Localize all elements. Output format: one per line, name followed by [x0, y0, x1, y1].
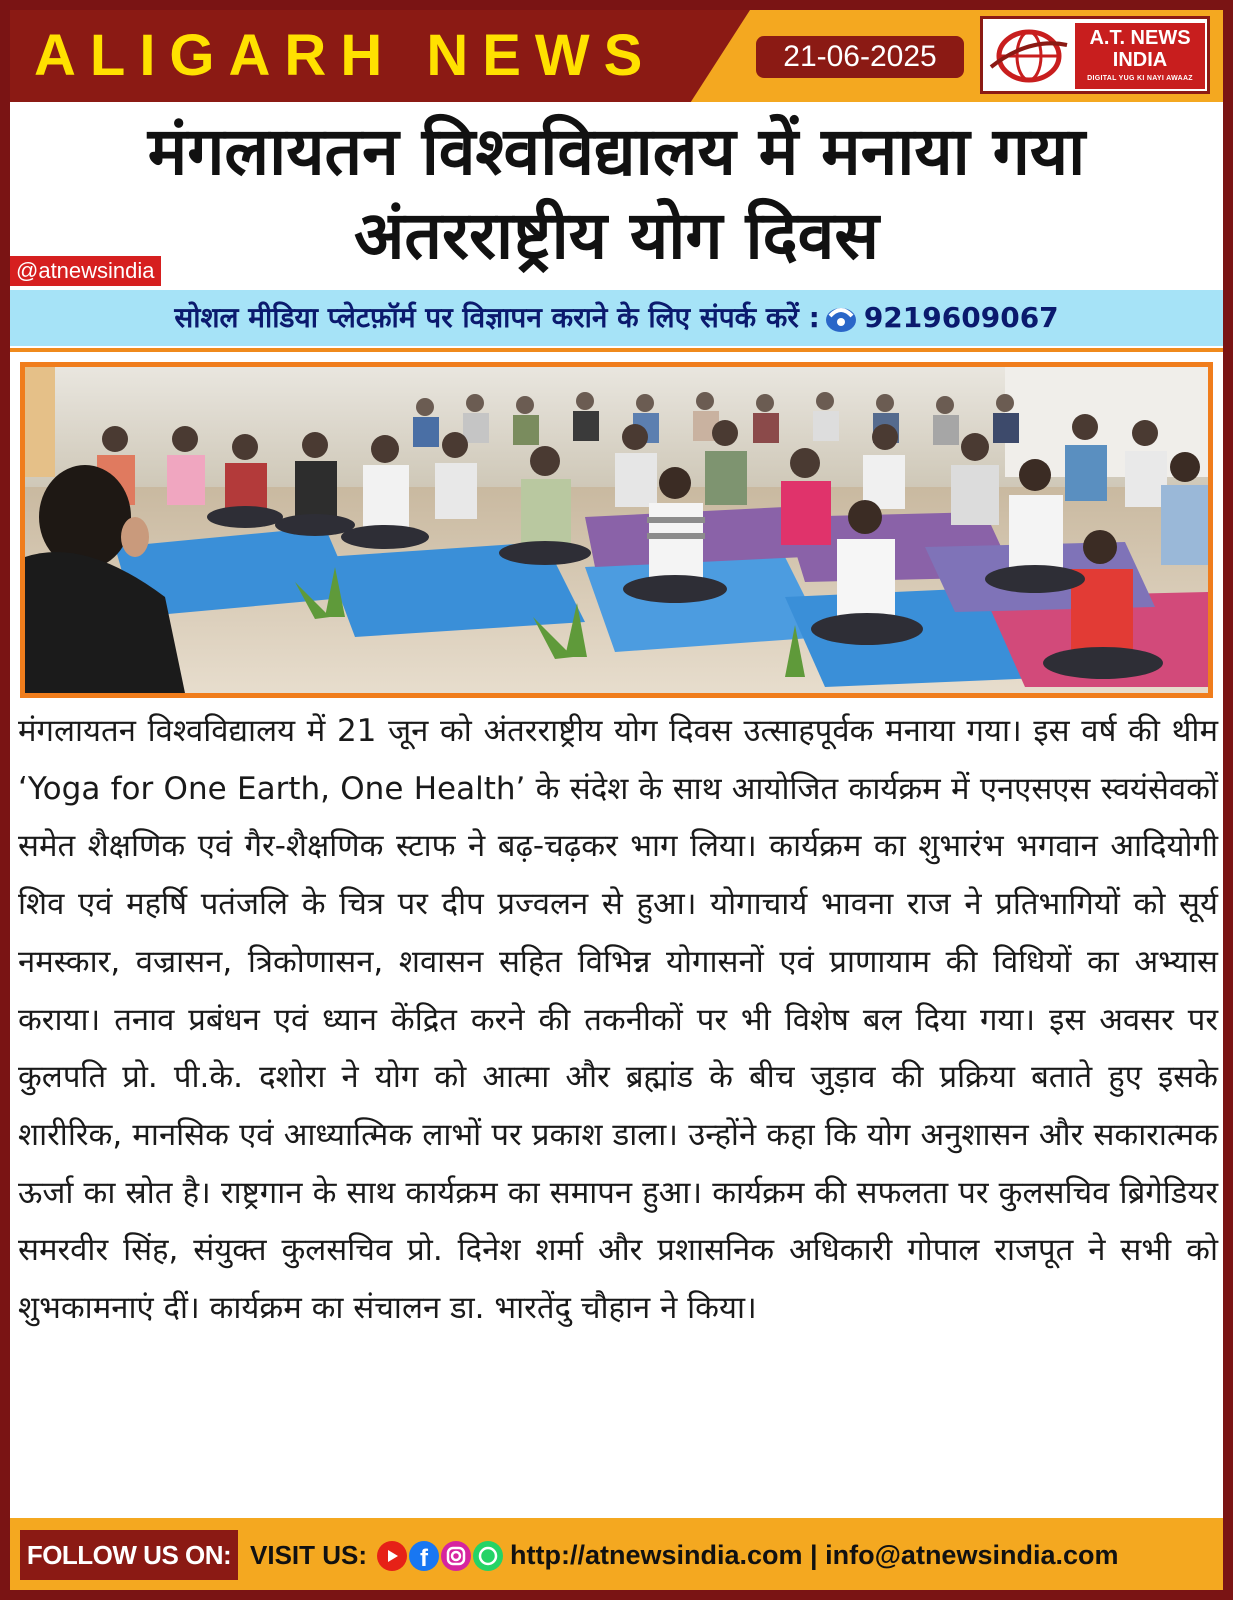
ad-phone-number[interactable]: 9219609067: [863, 301, 1059, 334]
website-link[interactable]: http://atnewsindia.com: [510, 1540, 803, 1570]
headline-line-2: अंतरराष्ट्रीय योग दिवस: [354, 197, 879, 274]
headline: [10, 110, 1223, 290]
visit-us-label: VISIT US:: [250, 1540, 368, 1570]
whatsapp-icon[interactable]: [473, 1541, 503, 1571]
telephone-icon: [824, 304, 858, 334]
article-body: मंगलायतन विश्वविद्यालय में 21 जून को अंतरराष्ट्रीय योग दिवस उत्साहपूर्वक मनाया गया। इस वर्ष की थीम ‘Yoga for One Earth, One Health’ के संदेश के साथ आयोजित कार्यक्रम में एनएसएस स्वयंसेवकों समेत शैक्षणिक एवं गैर-शैक्षणिक स्टाफ ने बढ़-चढ़कर भाग लिया। कार्यक्रम का शुभारंभ भगवान आदियोगी शिव एवं महर्षि पतंजलि के चित्र पर दीप प्रज्वलन से हुआ। योगाचार्य भावना राज ने प्रतिभागियों को सूर्य नमस्कार, वज्रासन, त्रिकोणासन, शवासन सहित विभिन्न योगासनों एवं प्राणायाम की विधियों का अभ्यास कराया। तनाव प्रबंधन एवं ध्यान केंद्रित करने की तकनीकों पर भी विशेष बल दिया गया। इस अवसर पर कुलपति प्रो. पी.के. दशोरा ने योग को आत्मा और ब्रह्मांड के बीच जुड़ाव की प्रक्रिया बताते हुए इसके शारीरिक, मानसिक एवं आध्यात्मिक लाभों पर प्रकाश डाला। उन्होंने कहा कि योग अनुशासन और सकारात्मक ऊर्जा का स्रोत है। राष्ट्रगान के साथ कार्यक्रम का समापन हुआ। कार्यक्रम की सफलता पर कुलसचिव ब्रिगेडियर समरवीर सिंह, संयुक्त कुलसचिव प्रो. दिनेश शर्मा और प्रशासनिक अधिकारी गोपाल राजपूत ने सभी को शुभकामनाएं दीं। कार्यक्रम का संचालन डा. भारतेंदु चौहान ने किया।: [18, 713, 1218, 1327]
ad-text: सोशल मीडिया प्लेटफ़ॉर्म पर विज्ञापन कराने के लिए संपर्क करें :: [174, 301, 820, 334]
globe-icon: [989, 27, 1069, 85]
logo-line-2: INDIA: [1112, 49, 1168, 71]
follow-us-label: FOLLOW US ON:: [20, 1530, 238, 1580]
youtube-icon[interactable]: [377, 1541, 407, 1571]
at-news-india-logo[interactable]: [980, 16, 1210, 94]
svg-text:f: f: [420, 1545, 428, 1572]
date-badge: 21-06-2025: [756, 36, 964, 78]
page-content: [10, 10, 1223, 1590]
logo-wordmark: [1075, 23, 1205, 89]
divider: [10, 348, 1223, 352]
headline-line-1: मंगलायतन विश्वविद्यालय में मनाया गया: [147, 113, 1086, 190]
yoga-session-photo: [20, 362, 1213, 698]
advertisement-contact-bar: [10, 290, 1223, 346]
logo-tagline: DIGITAL YUG KI NAYI AWAAZ: [1087, 75, 1193, 82]
social-handle-badge: @atnewsindia: [10, 256, 161, 286]
footer-links: [510, 1530, 1119, 1580]
email-link[interactable]: info@atnewsindia.com: [825, 1540, 1119, 1570]
photo-illustration: [25, 367, 1208, 693]
header-bar: [10, 10, 1223, 102]
social-icons: [376, 1540, 504, 1572]
instagram-icon[interactable]: [441, 1541, 471, 1571]
footer-separator: |: [810, 1540, 818, 1570]
brand-title: ALIGARH NEWS: [34, 23, 657, 88]
logo-line-1: A.T. NEWS: [1089, 27, 1191, 49]
footer-bar: [10, 1518, 1223, 1590]
facebook-icon[interactable]: [409, 1541, 439, 1572]
